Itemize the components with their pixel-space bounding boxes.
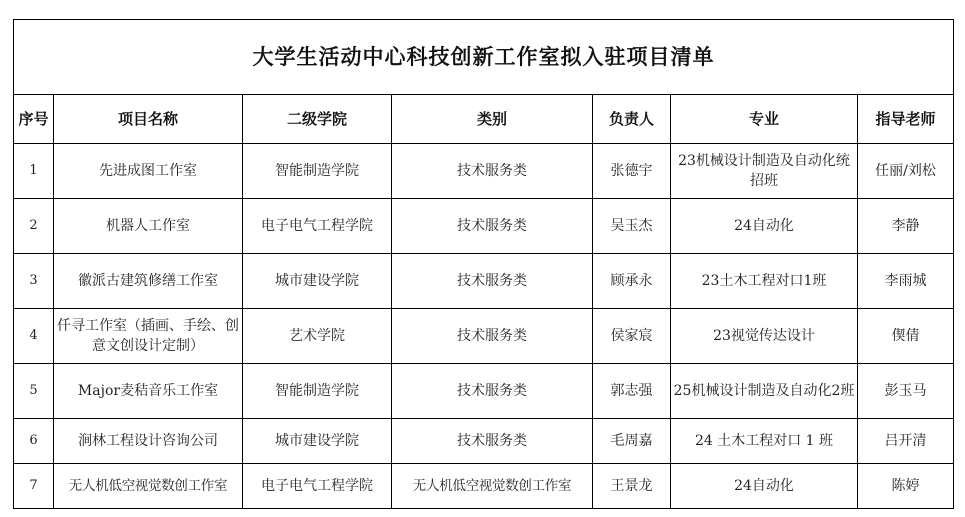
header-major: 专业: [671, 95, 858, 144]
table-row: [14, 419, 954, 464]
table-row: [14, 309, 954, 364]
cell-category: 技术服务类: [392, 419, 593, 464]
cell-advisor: 偰倩: [858, 309, 954, 364]
cell-advisor: 任丽/刘松: [858, 144, 954, 199]
cell-advisor: 陈婷: [858, 464, 954, 509]
cell-leader: 张德宇: [593, 144, 671, 199]
cell-no: 6: [14, 419, 54, 464]
table-row: [14, 464, 954, 509]
cell-advisor: 吕开清: [858, 419, 954, 464]
cell-no: 3: [14, 254, 54, 309]
cell-college: 城市建设学院: [243, 419, 392, 464]
cell-leader: 郭志强: [593, 364, 671, 419]
cell-major: 23机械设计制造及自动化统招班: [671, 144, 858, 199]
cell-no: 5: [14, 364, 54, 419]
table-header-row: [14, 95, 954, 144]
cell-category: 技术服务类: [392, 144, 593, 199]
cell-advisor: 李雨城: [858, 254, 954, 309]
header-leader: 负责人: [593, 95, 671, 144]
cell-no: 2: [14, 199, 54, 254]
cell-no: 1: [14, 144, 54, 199]
cell-major: 24 土木工程对口 1 班: [671, 419, 858, 464]
cell-no: 7: [14, 464, 54, 509]
cell-project-name: 无人机低空视觉数创工作室: [54, 464, 243, 509]
cell-no: 4: [14, 309, 54, 364]
cell-major: 23视觉传达设计: [671, 309, 858, 364]
header-category: 类别: [392, 95, 593, 144]
cell-project-name: 仟寻工作室（插画、手绘、创意文创设计定制）: [54, 309, 243, 364]
cell-leader: 侯家宸: [593, 309, 671, 364]
cell-advisor: 李静: [858, 199, 954, 254]
cell-leader: 顾承永: [593, 254, 671, 309]
header-advisor: 指导老师: [858, 95, 954, 144]
cell-category: 技术服务类: [392, 199, 593, 254]
cell-category: 技术服务类: [392, 364, 593, 419]
cell-project-name: 涧林工程设计咨询公司: [54, 419, 243, 464]
cell-category: 无人机低空视觉数创工作室: [392, 464, 593, 509]
cell-leader: 王景龙: [593, 464, 671, 509]
cell-leader: 毛周嘉: [593, 419, 671, 464]
cell-category: 技术服务类: [392, 309, 593, 364]
cell-project-name: Major麦秸音乐工作室: [54, 364, 243, 419]
cell-college: 电子电气工程学院: [243, 464, 392, 509]
table-row: [14, 199, 954, 254]
header-college: 二级学院: [243, 95, 392, 144]
cell-project-name: 徽派古建筑修缮工作室: [54, 254, 243, 309]
table-row: [14, 364, 954, 419]
cell-major: 24自动化: [671, 464, 858, 509]
cell-project-name: 机器人工作室: [54, 199, 243, 254]
project-table: [13, 19, 954, 509]
cell-major: 24自动化: [671, 199, 858, 254]
cell-college: 智能制造学院: [243, 364, 392, 419]
header-no: 序号: [14, 95, 54, 144]
cell-project-name: 先进成图工作室: [54, 144, 243, 199]
page-title: 大学生活动中心科技创新工作室拟入驻项目清单: [14, 20, 954, 95]
cell-category: 技术服务类: [392, 254, 593, 309]
cell-advisor: 彭玉马: [858, 364, 954, 419]
cell-college: 艺术学院: [243, 309, 392, 364]
cell-major: 23土木工程对口1班: [671, 254, 858, 309]
cell-college: 城市建设学院: [243, 254, 392, 309]
table-row: [14, 144, 954, 199]
cell-leader: 吴玉杰: [593, 199, 671, 254]
cell-college: 智能制造学院: [243, 144, 392, 199]
project-list-sheet: [13, 19, 953, 509]
table-row: [14, 254, 954, 309]
cell-college: 电子电气工程学院: [243, 199, 392, 254]
cell-major: 25机械设计制造及自动化2班: [671, 364, 858, 419]
header-project-name: 项目名称: [54, 95, 243, 144]
